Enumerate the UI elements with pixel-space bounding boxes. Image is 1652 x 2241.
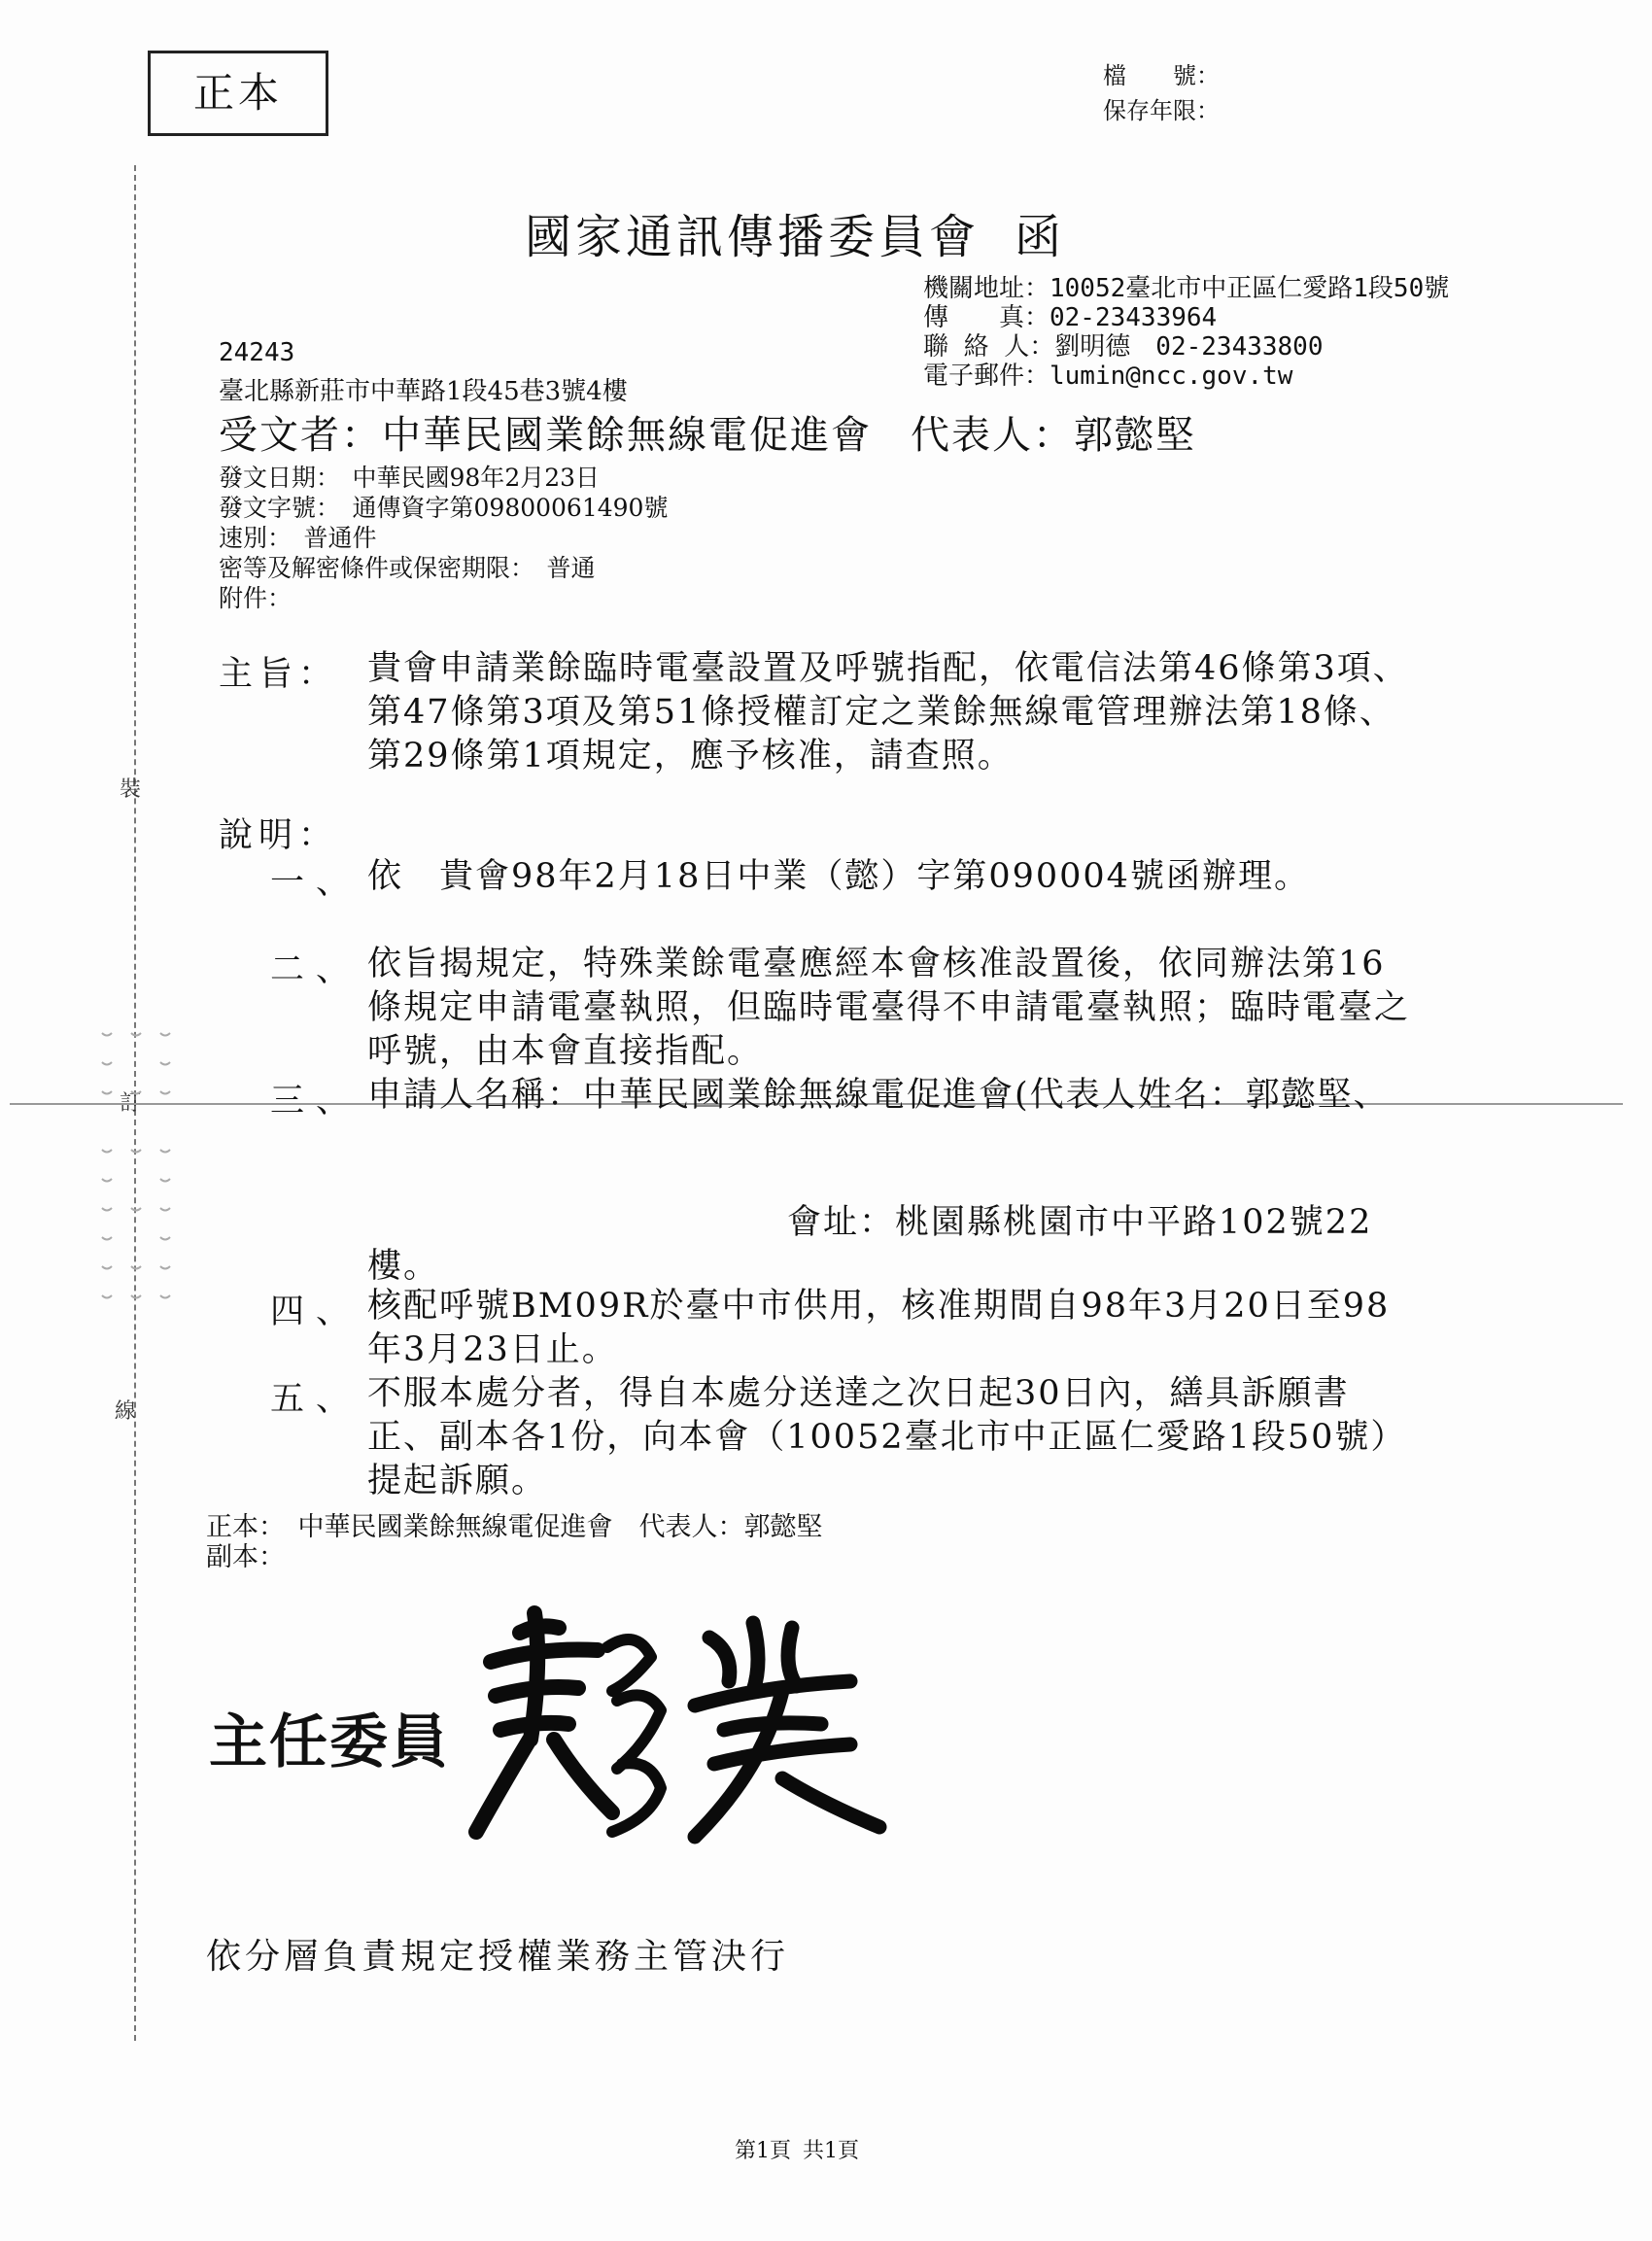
signer-title: 主任委員 <box>209 1708 450 1776</box>
document-meta <box>219 463 668 613</box>
item-text: 依旨揭規定，特殊業餘電臺應經本會核准設置後，依同辦法第16條規定申請電臺執照，但臨時電臺得不申請電臺執照；臨時電臺之呼號，由本會直接指配。 <box>367 945 1411 1071</box>
delivery-speed: 速別： 普通件 <box>219 524 377 552</box>
page-number <box>729 2134 865 2164</box>
recipient-label: 受文者： <box>219 413 382 458</box>
recipient-rep: 代表人：郭懿堅 <box>911 413 1196 458</box>
margin-cut-char: 訂 <box>120 1091 142 1116</box>
attachments: 附件： <box>219 584 293 612</box>
contact-email: 電子郵件：lumin@ncc.gov.tw <box>923 362 1293 391</box>
contact-person: 聯 絡 人：劉明德 02-23433800 <box>923 332 1324 362</box>
recipient-zip: 24243 <box>219 338 295 367</box>
page-current: 第1頁 <box>735 2139 791 2163</box>
handwritten-signature <box>462 1594 909 1856</box>
margin-bind-char: 裝 <box>120 777 142 802</box>
subject-text: 貴會申請業餘臨時電臺設置及呼號指配，依電信法第46條第3項、第47條第3項及第51條授權訂定之業餘無線電管理辦法第18條、第29條第1項規定，應予核准，請查照。 <box>367 649 1409 776</box>
subject-label: 主旨： <box>219 655 339 694</box>
item-number: 四、 <box>270 1293 362 1331</box>
delegation-note: 依分層負責規定授權業務主管決行 <box>206 1937 790 1977</box>
issue-date: 發文日期： 中華民國98年2月23日 <box>219 464 601 492</box>
item-text: 依 貴會98年2月18日中業（懿）字第090004號函辦理。 <box>367 857 1310 896</box>
margin-line-char: 線 <box>115 1399 137 1424</box>
recipient-address: 臺北縣新莊市中華路1段45巷3號4樓 <box>219 377 628 406</box>
item-text: 核配呼號BM09R於臺中市供用，核准期間自98年3月20日至98年3月23日止。 <box>367 1287 1391 1369</box>
recipient-name: 中華民國業餘無線電促進會 <box>382 413 872 458</box>
original-recipient: 正本： 中華民國業餘無線電促進會 代表人：郭懿堅 <box>206 1512 823 1542</box>
item-text: 不服本處分者，得自本處分送達之次日起30日內，繕具訴願書正、副本各1份，向本會（10052臺北市中正區仁愛路1段50號）提起訴願。 <box>367 1374 1407 1500</box>
agency-name: 國家通訊傳播委員會 <box>525 210 981 264</box>
file-meta <box>1103 58 1220 128</box>
agency-fax: 傳 真：02-23433964 <box>923 303 1218 332</box>
item-number: 五、 <box>270 1380 362 1419</box>
agency-address: 機關地址：10052臺北市中正區仁愛路1段50號 <box>923 274 1450 303</box>
document-number: 發文字號： 通傳資字第09800061490號 <box>219 494 669 522</box>
item-text: 會址：桃園縣桃園市中平路102號22樓。 <box>367 1203 1373 1286</box>
document-title <box>525 199 1065 266</box>
distribution-list <box>206 1512 823 1572</box>
item-number: 三、 <box>270 1082 362 1120</box>
file-no-label: 檔 號： <box>1103 62 1220 89</box>
explanation-label: 說明： <box>219 816 339 855</box>
contact-block <box>923 274 1449 391</box>
item-number: 一、 <box>270 863 362 902</box>
copy-type-stamp: 正本 <box>148 51 328 136</box>
recipient-line <box>219 404 1196 460</box>
secrecy-level: 密等及解密條件或保密期限： 普通 <box>219 554 596 582</box>
copy-recipient: 副本： <box>206 1542 285 1572</box>
item-text: 申請人名稱：中華民國業餘無線電促進會(代表人姓名：郭懿堅、 <box>367 1076 1390 1115</box>
retention-label: 保存年限： <box>1103 97 1220 124</box>
page-total: 共1頁 <box>803 2139 859 2163</box>
item-number: 二、 <box>270 950 362 989</box>
signature-name: 彭芸 <box>682 1847 688 1849</box>
perforation-dots <box>92 1025 199 1317</box>
document-type: 函 <box>1015 210 1066 264</box>
